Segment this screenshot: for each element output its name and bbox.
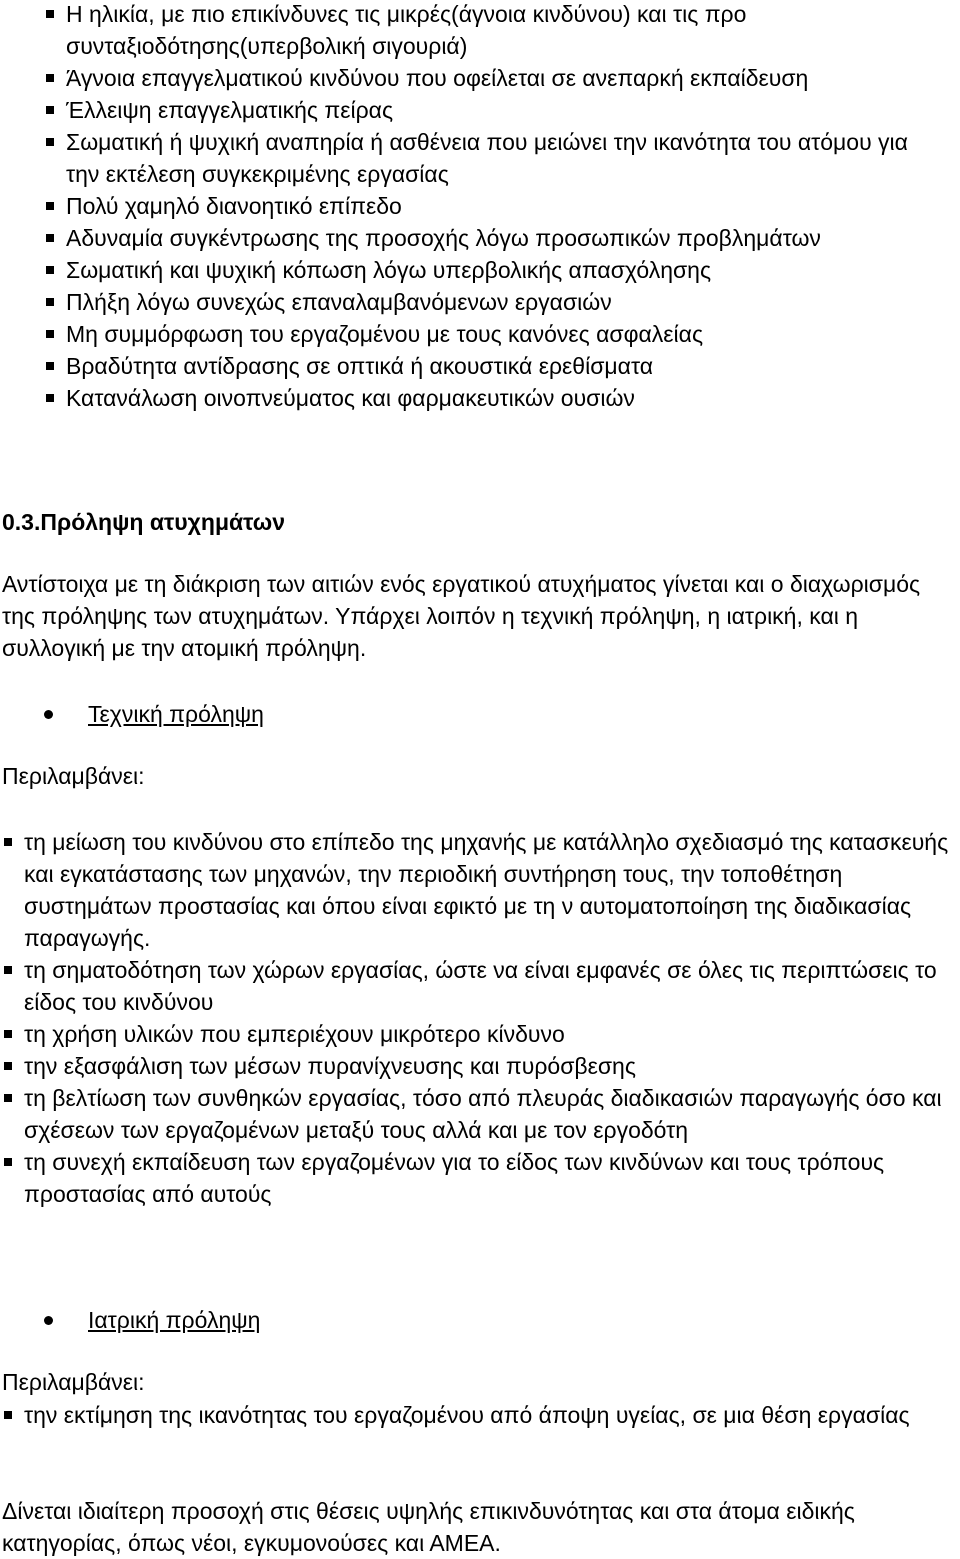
list-item <box>46 190 946 222</box>
list-item-text: τη σηματοδότηση των χώρων εργασίας, ώστε να είναι εμφανές σε όλες τις περιπτώσεις το είδος του κινδύνου <box>24 957 937 1015</box>
round-bullet-icon <box>44 710 53 719</box>
list-item <box>2 1050 952 1082</box>
square-bullet-icon <box>46 74 54 82</box>
list-item <box>46 222 946 254</box>
technical-prevention-list <box>2 826 952 1210</box>
list-item-text: Πολύ χαμηλό διανοητικό επίπεδο <box>66 193 402 219</box>
list-item-text: τη συνεχή εκπαίδευση των εργαζομένων για το είδος των κινδύνων και τους τρόπους προστασίας από αυτούς <box>24 1149 885 1207</box>
list-item <box>46 0 946 62</box>
list-item <box>2 1082 952 1146</box>
list-item <box>2 1018 952 1050</box>
list-item <box>2 826 952 954</box>
square-bullet-icon <box>4 838 12 846</box>
list-item <box>46 126 946 190</box>
list-item <box>46 382 946 414</box>
list-item-text: Η ηλικία, με πιο επικίνδυνες τις μικρές(άγνοια κινδύνου) και τις προ συνταξιοδότησης(υπερβολική σιγουριά) <box>66 1 747 59</box>
list-item-text: τη μείωση του κινδύνου στο επίπεδο της μηχανής με κατάλληλο σχεδιασμό της κατασκευής και εγκατάστασης των μηχανών, την περιοδική συντήρηση τους, την τοποθέτηση συστημάτων προστασίας και όπου είναι εφικτό με τη ν αυτοματοποίηση της διαδικασίας παραγωγής. <box>24 829 949 951</box>
list-item-text: τη βελτίωση των συνθηκών εργασίας, τόσο από πλευράς διαδικασιών παραγωγής όσο και σχέσεων των εργαζομένων μεταξύ τους αλλά και με τον εργοδότη <box>24 1085 942 1143</box>
square-bullet-icon <box>46 202 54 210</box>
list-item <box>46 318 946 350</box>
list-item <box>46 94 946 126</box>
list-item <box>46 350 946 382</box>
list-item-text: τη χρήση υλικών που εμπεριέχουν μικρότερο κίνδυνο <box>24 1021 565 1047</box>
medical-prevention-title: Ιατρική πρόληψη <box>88 1307 261 1333</box>
medical-prevention-list <box>2 1399 952 1431</box>
list-item-text: Μη συμμόρφωση του εργαζομένου με τους κανόνες ασφαλείας <box>66 321 704 347</box>
list-item <box>46 254 946 286</box>
square-bullet-icon <box>46 138 54 146</box>
list-item-text: Αδυναμία συγκέντρωσης της προσοχής λόγω προσωπικών προβλημάτων <box>66 225 821 251</box>
list-item <box>2 1399 952 1431</box>
list-item-text: Κατανάλωση οινοπνεύματος και φαρμακευτικών ουσιών <box>66 385 635 411</box>
square-bullet-icon <box>46 330 54 338</box>
square-bullet-icon <box>4 1030 12 1038</box>
square-bullet-icon <box>4 1411 12 1419</box>
square-bullet-icon <box>46 266 54 274</box>
square-bullet-icon <box>46 298 54 306</box>
risk-factors-list <box>46 0 946 414</box>
intro-paragraph: Αντίστοιχα με τη διάκριση των αιτιών ενός εργατικού ατυχήματος γίνεται και ο διαχωρισμός της πρόληψης των ατυχημάτων. Υπάρχει λοιπόν η τεχνική πρόληψη, η ιατρική, και η συλλογική με την ατομική πρόληψη. <box>2 571 921 661</box>
list-item-text: την εξασφάλιση των μέσων πυρανίχνευσης και πυρόσβεσης <box>24 1053 636 1079</box>
round-bullet-icon <box>44 1316 53 1325</box>
square-bullet-icon <box>46 362 54 370</box>
list-item-text: Βραδύτητα αντίδρασης σε οπτικά ή ακουστικά ερεθίσματα <box>66 353 653 379</box>
square-bullet-icon <box>46 394 54 402</box>
list-item <box>46 286 946 318</box>
includes-label: Περιλαμβάνει: <box>2 1369 145 1395</box>
list-item <box>2 1146 952 1210</box>
square-bullet-icon <box>4 1062 12 1070</box>
list-item <box>2 954 952 1018</box>
list-item-text: Σωματική και ψυχική κόπωση λόγω υπερβολικής απασχόλησης <box>66 257 712 283</box>
list-item-text: Σωματική ή ψυχική αναπηρία ή ασθένεια που μειώνει την ικανότητα του ατόμου για την εκτέλεση συγκεκριμένης εργασίας <box>66 129 908 187</box>
square-bullet-icon <box>4 1158 12 1166</box>
closing-paragraph: Δίνεται ιδιαίτερη προσοχή στις θέσεις υψηλής επικινδυνότητας και στα άτομα ειδικής κατηγορίας, όπως νέοι, εγκυμονούσες και ΑΜΕΑ. <box>2 1498 855 1556</box>
square-bullet-icon <box>4 966 12 974</box>
list-item <box>46 62 946 94</box>
square-bullet-icon <box>46 234 54 242</box>
section-heading: 0.3.Πρόληψη ατυχημάτων <box>2 509 285 535</box>
includes-label: Περιλαμβάνει: <box>2 763 145 789</box>
square-bullet-icon <box>46 106 54 114</box>
list-item-text: Πλήξη λόγω συνεχώς επαναλαμβανόμενων εργασιών <box>66 289 612 315</box>
list-item-text: Έλλειψη επαγγελματικής πείρας <box>66 97 394 123</box>
technical-prevention-title: Τεχνική πρόληψη <box>88 701 264 727</box>
list-item-text: Άγνοια επαγγελματικού κινδύνου που οφείλεται σε ανεπαρκή εκπαίδευση <box>66 65 809 91</box>
list-item-text: την εκτίμηση της ικανότητας του εργαζομένου από άποψη υγείας, σε μια θέση εργασίας <box>24 1402 910 1428</box>
square-bullet-icon <box>4 1094 12 1102</box>
square-bullet-icon <box>46 10 54 18</box>
